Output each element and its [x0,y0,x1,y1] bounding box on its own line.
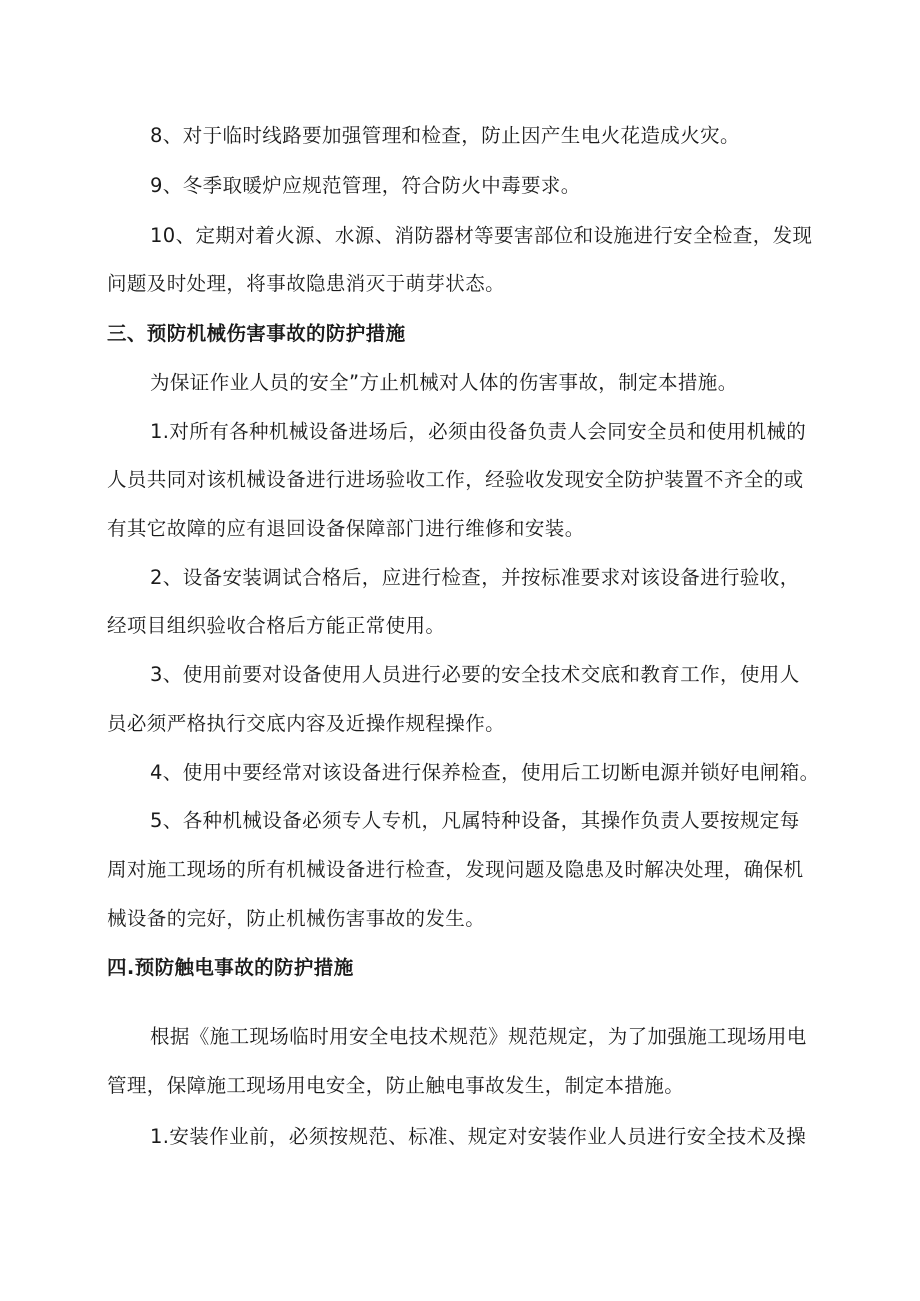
paragraph-line-item-10: 10、定期对着火源、水源、消防器材等要害部位和设施进行安全检查，发现 [150,224,813,247]
paragraph-line-intro-electric: 根据《施工现场临时用安全电技术规范》规范规定，为了加强施工现场用电 [150,1025,807,1048]
paragraph-line-mech-5-cont-a: 周对施工现场的所有机械设备进行检查，发现问题及隐患及时解决处理，确保机 [107,858,804,881]
paragraph-line-mech-2-cont: 经项目组织验收合格后方能正常使用。 [107,614,446,637]
paragraph-line-mech-2: 2、设备安装调试合格后，应进行检查，并按标准要求对该设备进行验收， [150,566,800,589]
paragraph-line-item-8: 8、对于临时线路要加强管理和检查，防止因产生电火花造成火灾。 [150,124,740,147]
paragraph-line-mech-1: 1.对所有各种机械设备进场后，必须由役备负责人会同安全员和使用机械的 [150,420,807,443]
paragraph-line-item-10-continued: 问题及时处理，将事故隐患消灭于萌芽状态。 [107,272,506,295]
paragraph-line-intro-electric-cont: 管理，保障施工现场用电安全，防止触电事故发生，制定本措施。 [107,1074,685,1097]
paragraph-line-mech-5-cont-b: 械设备的完好，防止机械伤害事故的发生。 [107,907,486,930]
paragraph-line-mech-4: 4、使用中要经常对该设备进行保养检查，使用后工切断电源并锁好电闸箱。 [150,761,820,784]
paragraph-line-intro-mechanical: 为保证作业人员的安全”方止机械对人体的伤害事故，制定本措施。 [150,371,738,394]
paragraph-line-mech-5: 5、各种机械设备必须专人专机，凡属特种设备，其操作负责人要按规定每 [150,809,800,832]
paragraph-line-elec-1: 1.安装作业前，必须按规范、标准、规定对安装作业人员进行安全技术及操 [150,1125,807,1148]
paragraph-line-mech-3: 3、使用前要对设备使用人员进行必要的安全技术交底和教育工作，使用人 [150,663,800,686]
paragraph-line-mech-1-cont-a: 人员共同对该机械设备进行进场验收工作，经验收发现安全防护装置不齐全的或 [107,468,804,491]
paragraph-line-item-9: 9、冬季取暖炉应规范管理，符合防火中毒要求。 [150,174,581,197]
section-heading-electric-shock: 四.预防触电事故的防护措施 [107,956,354,979]
paragraph-line-mech-3-cont: 员必须严格执行交底内容及近操作规程操作。 [107,712,506,735]
section-heading-mechanical-injury: 三、预防机械伤害事故的防护措施 [107,322,406,345]
paragraph-line-mech-1-cont-b: 有其它故障的应有退回设备保障部门进行维修和安装。 [107,517,585,540]
